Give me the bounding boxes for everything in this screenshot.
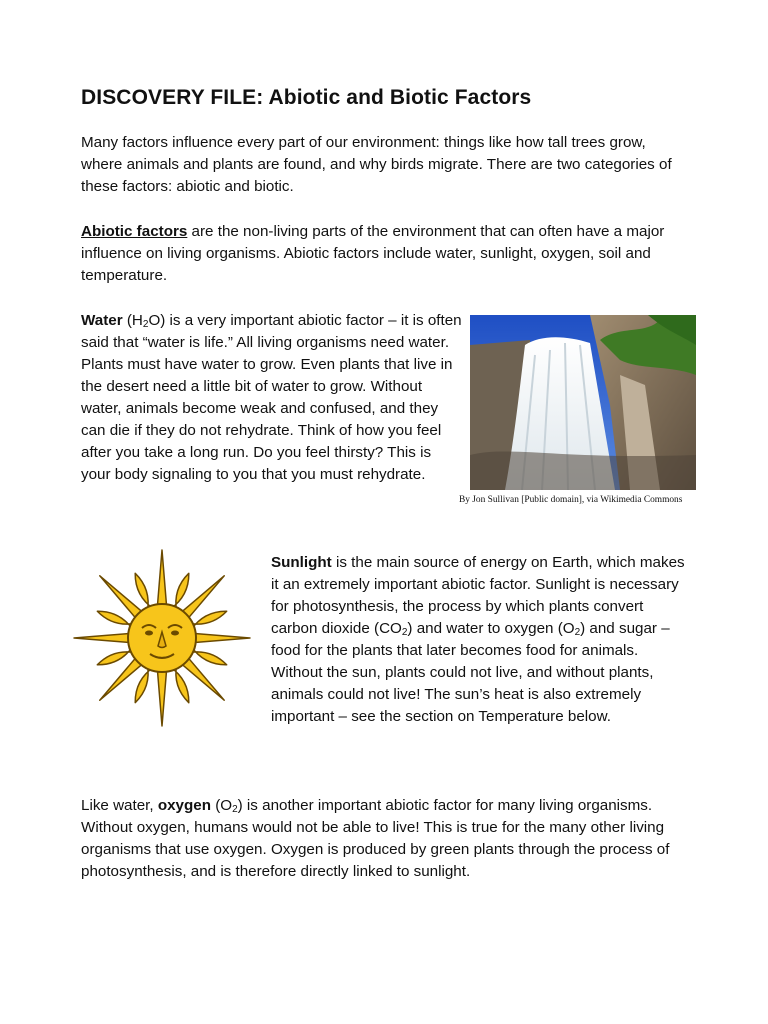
intro-paragraph: Many factors influence every part of our environment: things like how tall trees grow, where animals and plants are found, and why birds migrate. There are two categories of these factors: abiotic and biotic. [81, 134, 672, 195]
water-text: is a very important abiotic factor – it is often said that “water is life.” All living organisms need water. Plants must have water to grow. Even plants that live in the desert need a little bit of water to grow. Without water, animals become weak and confused, and they can die if they do not rehydrate. Think of how you feel after you take a long run. Do you feel thirsty? This is your body signaling to you that you must rehydrate. [81, 312, 462, 483]
sunlight-paragraph [271, 552, 691, 728]
image-caption: By Jon Sullivan [Public domain], via Wikimedia Commons [459, 495, 683, 505]
sunlight-text-a: is the main source of energy on Earth, which makes it an extremely important abiotic factor. Sunlight is necessary for photosynthesis, the process by which plants convert carbon dioxide (CO [271, 554, 685, 637]
oxygen-formula-open: (O [211, 797, 233, 814]
oxygen-formula-sub: 2 [232, 804, 238, 815]
page-title: DISCOVERY FILE: Abiotic and Biotic Factors [81, 86, 532, 109]
sun-ray-straight [192, 633, 250, 643]
sunlight-term: Sunlight [271, 554, 332, 571]
sunlight-text-b: ) and water to oxygen (O [407, 620, 575, 637]
abiotic-paragraph [81, 221, 686, 287]
water-paragraph [81, 310, 464, 486]
abiotic-text: are the non-living parts of the environment that can often have a major influence on living organisms. Abiotic factors include water, sunlight, oxygen, soil and temperature. [81, 223, 665, 284]
water-term: Water [81, 312, 123, 329]
water-formula-close: O) [148, 312, 166, 329]
sun-face-icon [72, 548, 252, 728]
sun-ray-straight [157, 668, 167, 726]
sunlight-text-c: ) and sugar – food for the plants that later becomes food for animals. Without the sun, plants could not live, and without plants, animals could not live! The sun’s heat is also extremely important – see the section on Temperature below. [271, 620, 670, 725]
oxygen-paragraph [81, 795, 686, 883]
water-formula-sub: 2 [142, 319, 149, 330]
abiotic-term: Abiotic factors [81, 223, 188, 240]
water-formula-open: (H [122, 312, 143, 329]
co2-sub: 2 [401, 627, 408, 638]
oxygen-text: ) is another important abiotic factor for many living organisms. Without oxygen, humans would not be able to live! This is true for the many other living organisms that use oxygen. Oxygen is produced by green plants through the process of photosynthesis, and is therefore directly linked to sunlight. [81, 797, 670, 880]
oxygen-term: oxygen [157, 797, 211, 814]
o2-sub: 2 [574, 627, 581, 638]
waterfall-photo [470, 315, 696, 490]
oxygen-lead: Like water, [81, 797, 158, 814]
sun-ray-straight [157, 550, 167, 608]
sun-ray-straight [74, 633, 132, 643]
